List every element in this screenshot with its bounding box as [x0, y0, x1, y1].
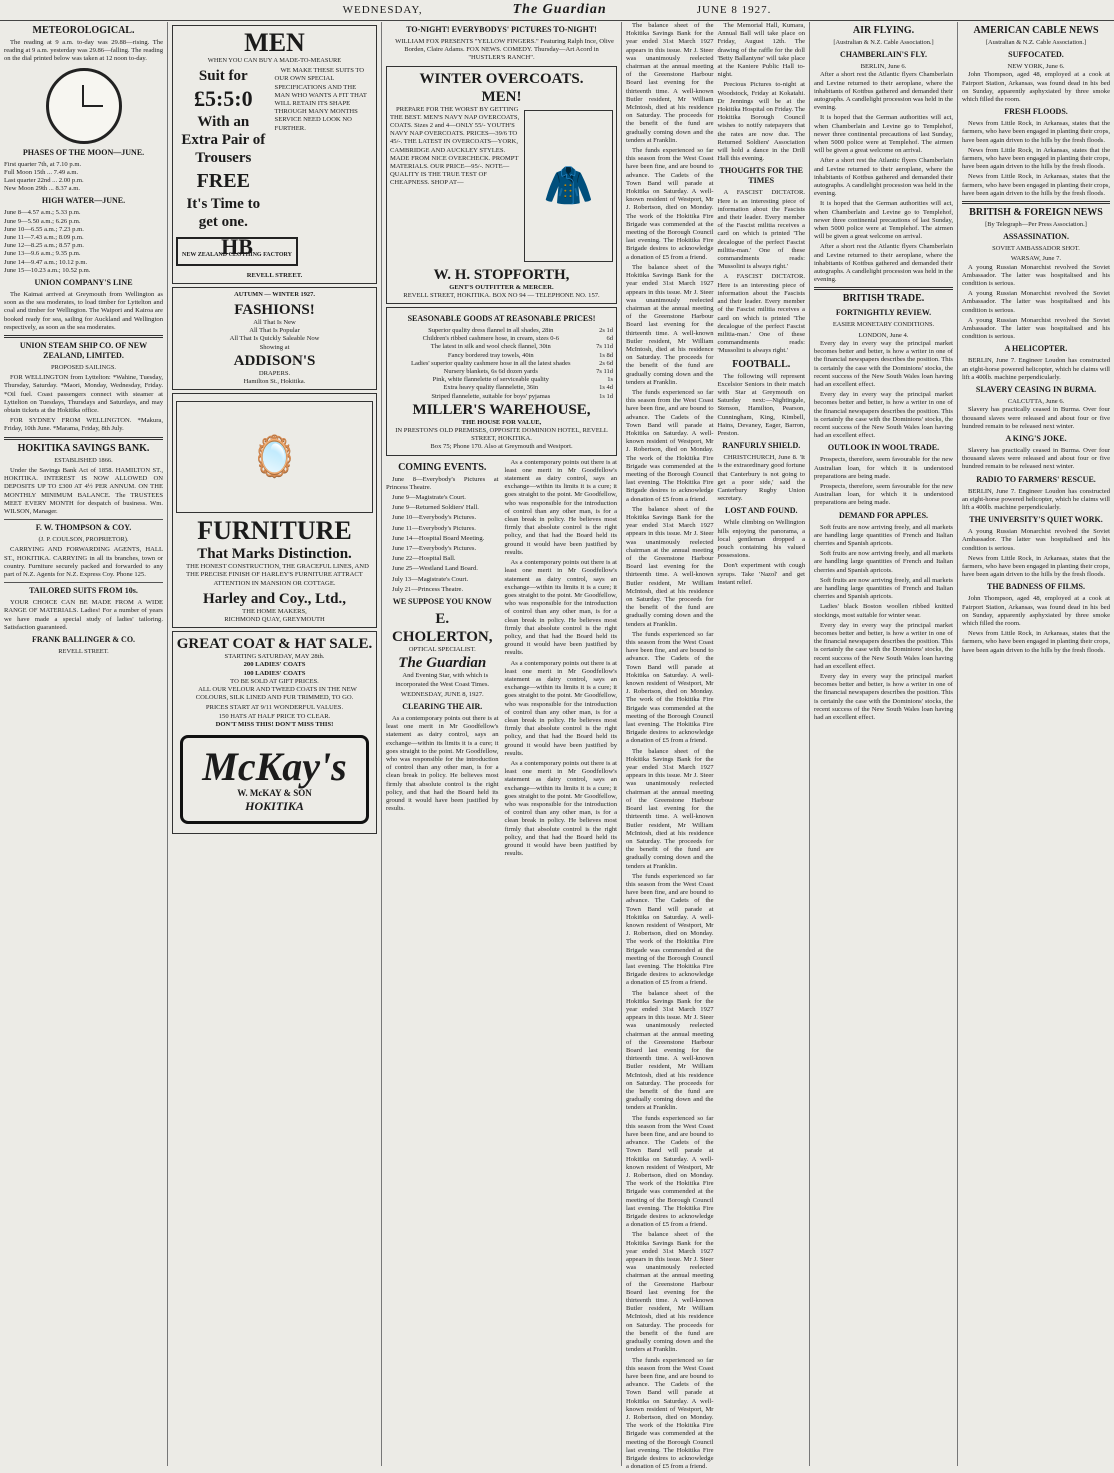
fashion-line: All That Is Quickly Saleable Now	[229, 335, 320, 343]
fashions-heading: FASHIONS!	[234, 302, 315, 319]
winter-heading: WINTER OVERCOATS.	[419, 70, 584, 87]
stopforth-sub: GENT'S OUTFITTER & MERCER.	[449, 283, 554, 291]
seasonable-ad	[386, 307, 617, 456]
millers-phone: Box 75; Phone 170. Also at Greymouth and Westport.	[430, 443, 573, 451]
cholerton-name: E. CHOLERTON,	[392, 611, 493, 646]
local-news: The balance sheet of the Hokitika Savings Bank for the year ended 31st March 1927 appears in this issue. Mr J. Steer was unanimously reelected chairman at the annual meeting of the Greenstone Harbour Board last evening for the thirteenth time. A well-known Butler resident, Mr William McIntosh, died at his residence on Saturday. The proceeds for the benefit of the fund are gradually coming down and the tenders at Franklin.	[626, 989, 714, 1112]
tide-row: June 11—7.43 a.m.; 8.09 p.m.	[4, 234, 84, 242]
event-item: June 14—Hospital Board Meeting.	[392, 534, 485, 542]
thompson-sub: (J. P. COULSON, PROPRIETOR).	[38, 536, 129, 544]
goods-row: Extra heavy quality flannelette, 36in 1s 4d	[443, 384, 613, 392]
thoughts-text: A FASCIST DICTATOR. Here is an interesting piece of information about the Fascists and their leader. Every member of the Fascist militia receives a card on which is printed 'The decalogue of the perfect Fascist militia-man.' One of these commandments reads: 'Mussolini is always right.'	[717, 273, 805, 355]
apples-text: Soft fruits are now arriving freely, and all markets are handling large quantities of French and Italian cherries and Spanish apricots.	[814, 550, 953, 574]
column-2	[168, 22, 382, 1466]
thoughts-heading: THOUGHTS FOR THE TIMES	[719, 166, 803, 186]
event-item: June 22—Hospital Ball.	[392, 555, 456, 563]
local-news: The funds experienced so far this season from the West Coast have been fine, and are bound to advance. The Cadets of the Town Band will parade at Hokitika on Saturday. A well-known resident of Westport, Mr J. Robertson, died on Monday. The work of the Hokitika Fire Brigade was commended at the meeting of the Borough Council last evening. The Hokitika Fire Brigade desires to acknowledge a donation of £5 from a friend.	[626, 1114, 714, 1229]
moon-list	[4, 161, 163, 194]
mckay-town: HOKITIKA	[245, 799, 304, 814]
coats-line: 200 LADIES' COATS	[243, 661, 306, 669]
moon-heading: PHASES OF THE MOON—JUNE.	[22, 147, 145, 157]
union-heading: UNION COMPANY'S LINE	[34, 278, 133, 288]
dresser-illustration-icon: 🪞	[176, 401, 373, 513]
event-item: June 9—Returned Soldiers' Hall.	[392, 504, 479, 512]
coming-events-heading: COMING EVENTS.	[398, 461, 487, 473]
sydney-text: FOR SYDNEY FROM WELLINGTON. *Makura, Friday, 10th June. *Marama, Friday, 8th July.	[4, 417, 163, 433]
showing-at: Showing at	[259, 343, 290, 351]
union-text: The Kaimai arrived at Greymouth from Wellington as soon as the sea moderates, to load timber for Lyttelton and coal and timber for Wellington. The Waipori and Kairoa are booked ready for sea, sailing for Auckland and Wellington respectively, as soon as the sea moderates.	[4, 291, 163, 331]
tide-row: June 8—4.57 a.m.; 5.33 p.m.	[4, 209, 81, 217]
chamberlain-heading: CHAMBERLAIN'S FLY.	[840, 50, 927, 60]
air-sub: [Australian & N.Z. Cable Association.]	[833, 39, 934, 46]
university-heading: THE UNIVERSITY'S QUIET WORK.	[969, 515, 1103, 525]
london-dateline: LONDON, June 4.	[858, 331, 909, 339]
addison-location: Hamilton St., Hokitika.	[243, 378, 306, 386]
british-trade-heading: BRITISH TRADE.	[842, 293, 925, 305]
fashion-line: All That Is New	[253, 319, 296, 327]
trade-text: Every day in every way the principal market becomes better and better, is how a writer in one of the financial newspapers describes the position. This is certainly the case with the Dominions' stocks, the recent success of the New South Wales loan having had an excellent effect.	[814, 339, 953, 388]
trade-text: Every day in every way the principal market becomes better and better, is how a writer in one of the financial newspapers describes the position. This is certainly the case with the Dominions' stocks, the recent success of the New South Wales loan having had an excellent effect.	[814, 391, 953, 440]
clearing-heading: CLEARING THE AIR.	[402, 701, 483, 711]
calcutta-dateline: CALCUTTA, June 6.	[1007, 398, 1065, 406]
local-news: The balance sheet of the Hokitika Savings Bank for the year ended 31st March 1927 appears in this issue. Mr J. Steer was unanimously reelected chairman at the annual meeting of the Greenstone Harbour Board last evening for the thirteenth time. A well-known Butler resident, Mr William McIntosh, died at his residence on Saturday. The proceeds for the benefit of the fund are gradually coming down and the tenders at Franklin.	[626, 22, 714, 144]
suit-price: £5:5:0	[193, 86, 253, 112]
event-item: June 25—Westland Land Board.	[392, 565, 478, 573]
addison-name: ADDISON'S	[233, 352, 316, 369]
ballinger-address: REVELL STREET.	[58, 647, 109, 655]
guardian-heading: The Guardian	[398, 655, 487, 672]
guardian-date: WEDNESDAY, JUNE 8, 1927.	[400, 690, 484, 698]
millers-address: IN PRESTON'S OLD PREMISES, OPPOSITE DOMINION HOTEL, REVELL STREET, HOKITIKA.	[395, 427, 608, 443]
fresh-text: News from Little Rock, in Arkansas, states that the farmers, who have been engaged in planting their crops, have been again driven to the hills by the fresh floods.	[962, 630, 1110, 654]
usco-heading: UNION STEAM SHIP CO. OF NEW ZEALAND, LIMITED.	[19, 341, 148, 361]
savings-bank-heading: HOKITIKA SAVINGS BANK.	[17, 442, 150, 454]
editorial-text: As a contemporary points out there is at least one merit in Mr Goodfellow's statement as dairy control, says an exchange—within its limits it is a cure; it goes straight to the point. Mr Goodfellow, who was responsible for the introduction of control than any other man, is for a clean break in policy. He believes most firmly that absolute control is the right policy, and that had the Board held its ground it would have been justified by results.	[504, 458, 617, 556]
air-text: After a short rest the Atlantic flyers Chamberlain and Levine returned to their aeroplane, where the inhabitants of Kottbus gathered and demanded their autographs. A candlelight procession was held in the evening.	[814, 243, 953, 284]
barometer-dial-icon	[46, 68, 122, 144]
moon-row: New Moon 29th ... 8.37 a.m.	[4, 185, 81, 193]
berlin-dateline: BERLIN, June 6.	[860, 63, 907, 71]
goods-row: Fancy bordered tray towels, 40in 1s 8d	[447, 351, 613, 359]
event-item: July 21—Princess Theatre.	[392, 585, 464, 593]
air-text: It is hoped that the German authorities will act, when Chamberlain and Levine go to Templehof, newer three continental precautions of last Sunday, when 5000 police were at Templehof. The airmen will be given a great welcome on arrival.	[814, 200, 953, 241]
local-news: The balance sheet of the Hokitika Savings Bank for the year ended 31st March 1927 appears in this issue. Mr J. Steer was unanimously reelected chairman at the annual meeting of the Greenstone Harbour Board last evening for the thirteenth time. A well-known Butler resident, Mr William McIntosh, died at his residence on Saturday. The proceeds for the benefit of the fund are gradually coming down and the tenders at Franklin.	[626, 263, 714, 386]
overcoats-ad	[386, 66, 617, 304]
event-item: June 9—Magistrate's Court.	[392, 494, 466, 502]
fresh-text: News from Little Rock, in Arkansas, states that the farmers, who have been engaged in planting their crops, have been again driven to the hills by the fresh floods.	[962, 554, 1110, 579]
furniture-text: THE HONEST CONSTRUCTION, THE GRACEFUL LINES, AND THE PRECISE FINISH OF HARLEY'S FURNITURE ATTRACT ATTENTION IN MANSION OR COTTAGE.	[186, 563, 369, 587]
cholerton-sub: OPTICAL SPECIALIST.	[408, 646, 476, 654]
apples-text: Soft fruits are now arriving freely, and all markets are handling large quantities of French and Italian cherries and Spanish apricots.	[814, 576, 953, 601]
tide-row: June 12—8.25 a.m.; 8.57 p.m.	[4, 242, 84, 250]
fresh-text: News from Little Rock, in Arkansas, states that the farmers, who have been engaged in planting their crops, have been again driven to the hills by the fresh floods.	[962, 146, 1110, 171]
meteorological-heading: METEOROLOGICAL.	[32, 25, 135, 36]
warsaw-dateline: WARSAW, June 7.	[1010, 255, 1062, 263]
moon-row: First quarter 7th, at 7.10 p.m.	[4, 160, 82, 168]
stopforth-address: REVELL STREET, HOKITIKA. BOX NO 94 — TELEPHONE NO. 157.	[403, 291, 600, 299]
coat-sale-ad	[172, 631, 377, 834]
bf-heading: BRITISH & FOREIGN NEWS	[969, 207, 1103, 219]
prices-start: PRICES START AT 9/11 WONDERFUL VALUES.	[205, 704, 344, 712]
gift-prices: TO BE SOLD AT GIFT PRICES.	[230, 677, 319, 685]
ranfurly-text: CHRISTCHURCH, June 8. 'It is the extraordinary good fortune that Canterbury is not going to get a poor side,' said the Canterbury Rugby Union secretary.	[717, 454, 805, 503]
home-makers: THE HOME MAKERS,	[242, 607, 307, 615]
seasonable-heading: SEASONABLE GOODS AT REASONABLE PRICES!	[407, 314, 596, 324]
warsaw-text: A young Russian Monarchist revolved the Soviet Ambassador. The latter was hospitalised and his condition is serious.	[962, 263, 1110, 288]
goods-row: Nursery blankets, 6s 6d dozen yards 7s 11d	[443, 368, 613, 376]
goods-row: Striped flannelette, suitable for boys' pyjamas 1s 1d	[431, 392, 613, 400]
masthead-date: JUNE 8 1927.	[696, 4, 772, 16]
ladies-text: Ladies' black Boston woollen ribbed knitted stockings, most suitable for winter wear.	[814, 603, 953, 619]
hats-line: 150 HATS AT HALF PRICE TO CLEAR.	[218, 712, 331, 720]
ny-dateline: NEW YORK, June 6.	[1007, 63, 1065, 71]
millers-name: MILLER'S WAREHOUSE,	[412, 401, 591, 418]
meteorological-text: The reading at 9 a.m. to-day was 29.88—rising. The reading at 9 a.m. yesterday was 29.86—falling. The reading on the dial printed below was taken at 12 noon to-day.	[4, 39, 163, 63]
air-text: It is hoped that the German authorities will act, when Chamberlain and Levine go to Templehof, newer three continental precautions of last Sunday, when 5000 police were at Templehof. The airmen will be given a great welcome on arrival.	[814, 114, 953, 155]
outlook-text: Prospects, therefore, seem favourable for the new Australian loan, for which it is understood preparations are being made.	[814, 482, 953, 507]
assassination-heading: ASSASSINATION.	[1003, 232, 1069, 242]
we-suppose-heading: WE SUPPOSE YOU KNOW	[392, 597, 492, 607]
editorial-text: As a contemporary points out there is at least one merit in Mr Goodfellow's statement as dairy control, says an exchange—within its limits it is a cure; it goes straight to the point. Mr Goodfellow, who was responsible for the introduction of control than any other man, is for a clean break in policy. He believes most firmly that absolute control is the right policy, and that had the Board held its ground it would have been justified by results.	[504, 559, 617, 657]
soviet-heading: SOVIET AMBASSADOR SHOT.	[992, 245, 1080, 253]
cable-sub: [Australian & N.Z. Cable Association.]	[985, 39, 1087, 46]
mckay-logo	[180, 735, 369, 824]
overcoat-illustration-icon: 🧥	[524, 110, 613, 262]
usco-sub: PROPOSED SAILINGS.	[51, 364, 116, 372]
tide-row: June 9—5.50 a.m.; 6.26 p.m.	[4, 217, 81, 225]
tide-list	[4, 209, 163, 275]
men-heading: MEN	[244, 28, 305, 57]
men-text: WE MAKE THESE SUITS TO OUR OWN SPECIAL SPECIFICATIONS AND THE MAN WHO WANTS A FIT THAT WILL RETAIN ITS SHAPE THROUGH MANY MONTHS SERVICE NEED LOOK NO FURTHER.	[274, 67, 367, 132]
fresh-text: News from Little Rock, in Arkansas, states that the farmers, who have been engaged in planting their crops, have been again driven to the hills by the fresh floods.	[962, 120, 1110, 144]
slavery-text: Slavery has practically ceased in Burma. Over four thousand slaves were released and about four or five hundred remain to be released next winter.	[962, 446, 1110, 471]
easier-heading: EASIER MONETARY CONDITIONS.	[832, 321, 935, 329]
time-label: It's Time to get one.	[186, 196, 261, 231]
thompson-text: CARRYING AND FORWARDING AGENTS, HALL ST., HOKITIKA. CARRYING in all its branches, town or country. Furniture securely packed and forwarded to any part of N.Z. Agents for N.Z. Express Coy. Phone 125.	[4, 546, 163, 578]
men-sub: WHEN YOU CAN BUY A MADE-TO-MEASURE	[207, 57, 342, 64]
millers-sub: THE HOUSE FOR VALUE,	[461, 418, 542, 426]
winter-text: PREPARE FOR THE WORST BY GETTING THE BEST. MEN'S NAVY NAP OVERCOATS, COATS. Sizes 2 and 4—ONLY 55/- YOUTH'S NAVY NAP OVERCOATS. PRICES—39/6 TO 45/-. THE LATEST IN OVERCOATS—YORK, CAMBRIDGE AND AUCKLEY STYLES. MADE FROM NICE OVERCHECK. PROMPT MATERIALS. OUR PRICE—95/-. NOTE—QUALITY IS THE TRUE TEST OF CHEAPNESS. SHOP AT—	[390, 105, 520, 187]
suffocated-heading: SUFFOCATED.	[1008, 50, 1064, 60]
radio-heading: RADIO TO FARMERS' RESCUE.	[976, 474, 1096, 484]
thompson-heading: F. W. THOMPSON & COY.	[35, 523, 132, 533]
local-news: The balance sheet of the Hokitika Savings Bank for the year ended 31st March 1927 appears in this issue. Mr J. Steer was unanimously reelected chairman at the annual meeting of the Greenstone Harbour Board last evening for the thirteenth time. A well-known Butler resident, Mr William McIntosh, died at his residence on Saturday. The proceeds for the benefit of the fund are gradually coming down and the tenders at Franklin.	[626, 747, 714, 870]
free-label: FREE	[196, 170, 250, 193]
fashion-line: All That Is Popular	[249, 327, 300, 335]
mckay-wordmark: McKay's	[202, 744, 347, 790]
kings-heading: A KING'S JOKE.	[1005, 433, 1067, 443]
ranfurly-heading: RANFURLY SHIELD.	[722, 441, 801, 451]
helicopter-text: BERLIN, June 7. Engineer Loudon has constructed an eight-horse powered helicopter, which he claims will lift a 400lb. machine perpendicularly.	[962, 487, 1110, 511]
with-an: With an	[197, 114, 250, 131]
air-text: After a short rest the Atlantic flyers Chamberlain and Levine returned to their aeroplane, where the inhabitants of Kottbus gathered and demanded their autographs. A candlelight procession was held in the evening.	[814, 71, 953, 112]
velour-text: ALL OUR VELOUR AND TWEED COATS IN THE NEW COLOURS, SILK LINED AND FUR TRIMMED, TO GO.	[195, 686, 357, 702]
local-news: The funds experienced so far this season from the West Coast have been fine, and are bound to advance. The Cadets of the Town Band will parade at Hokitika on Saturday. A well-known resident of Westport, Mr J. Robertson, died on Monday. The work of the Hokitika Fire Brigade was commended at the meeting of the Borough Council last evening. The Hokitika Fire Brigade desires to acknowledge a donation of £5 from a friend.	[626, 630, 714, 745]
memorial-text: Precious Pictures to-night at Woodstock, Friday at Kokatahi. Dr Jennings will be at the Hokitika Hospital on Friday. The Hokitika Borough Council wishes to notify ratepayers that the rates are now due. The Returned Soldiers' Association will hold a dance in the Drill Hall this evening.	[717, 81, 805, 163]
slavery-text: Slavery has practically ceased in Burma. Over four thousand slaves were released and about four or five hundred remain to be released next winter.	[962, 406, 1110, 430]
air-heading: AIR FLYING.	[852, 25, 915, 36]
cable-heading: AMERICAN CABLE NEWS	[973, 25, 1099, 36]
autumn-label: AUTUMN — WINTER 1927.	[234, 290, 315, 298]
dont-neglect: Don't experiment with cough syrups. Take 'Nazol' and get instant relief.	[717, 562, 805, 586]
outlook-text: Prospects, therefore, seem favourable for the new Australian loan, for which it is understood preparations are being made.	[814, 456, 953, 480]
furniture-heading: FURNITURE	[197, 516, 352, 546]
pictures-heading: TO-NIGHT! EVERYBODYS' PICTURES TO-NIGHT!	[406, 25, 597, 34]
warsaw-text: A young Russian Monarchist revolved the Soviet Ambassador. The latter was hospitalised and his condition is serious.	[962, 528, 1110, 552]
goods-row: The latest in silk and wool check flannel, 30in 7s 11d	[430, 343, 613, 351]
furniture-ad	[172, 393, 377, 628]
starting-date: STARTING SATURDAY, MAY 28th.	[224, 653, 325, 661]
tide-row: June 15—10.23 a.m.; 10.52 p.m.	[4, 266, 91, 274]
football-heading: FOOTBALL.	[732, 358, 791, 370]
bf-sub: [By Telegraph—Per Press Association.]	[985, 221, 1087, 229]
tide-row: June 10—6.55 a.m.; 7.23 p.m.	[4, 225, 84, 233]
drapers: DRAPERS.	[258, 369, 291, 377]
harley-address: RICHMOND QUAY, GREYMOUTH	[224, 616, 325, 624]
revell-street: REVELL STREET.	[246, 271, 303, 279]
pictures-text: WILLIAM FOX PRESENTS "YELLOW FINGERS." Featuring Ralph Ince, Olive Borden, Claire Adams. FOX NEWS. COMEDY. Thursday—Art Acord in "HUSTLER'S RANCH".	[395, 38, 614, 62]
event-item: June 10—Everybody's Pictures.	[392, 514, 477, 522]
editorial-text: As a contemporary points out there is at least one merit in Mr Goodfellow's statement as dairy control, says an exchange—within its limits it is a cure; it goes straight to the point. Mr Goodfellow, who was responsible for the introduction of control than any other man, is for a clean break in policy. He believes most firmly that absolute control is the right policy, and that had the Board held its ground it would have been justified by results.	[386, 714, 499, 813]
suffocated-text: John Thompson, aged 48, employed at a cook at Fairport Station, Arkansas, was found dead in his bed on Sunday, apparently asphyxiated by three smoke which filled the room.	[962, 71, 1110, 104]
local-news: The funds experienced so far this season from the West Coast have been fine, and are bound to advance. The Cadets of the Town Band will parade at Hokitika on Saturday. A well-known resident of Westport, Mr J. Robertson, died on Monday. The work of the Hokitika Fire Brigade was commended at the meeting of the Borough Council last evening. The Hokitika Fire Brigade desires to acknowledge a donation of £5 from a friend.	[626, 1356, 714, 1471]
goods-row: Pink, white flannelette of serviceable quality 1s	[432, 376, 613, 384]
trade-text: Every day in every way the principal market becomes better and better, is how a writer in one of the financial newspapers describes the position. This is certainly the case with the Dominions' stocks, the recent success of the New South Wales loan having had an excellent effect.	[814, 673, 953, 722]
helicopter-text: BERLIN, June 7. Engineer Loudon has constructed an eight-horse powered helicopter, which he claims will lift a 400lb. machine perpendicularly.	[962, 357, 1110, 381]
column-4	[622, 22, 810, 1471]
apples-heading: DEMAND FOR APPLES.	[838, 510, 929, 520]
greatcoat-heading: GREAT COAT & HAT SALE.	[176, 636, 373, 653]
usco-text: FOR WELLINGTON from Lyttelton: *Wahine, Tuesday, Thursday, Saturday. *Maori, Monday, Wednesday, Friday. *Oil fuel. Coast passengers connect with steamer at Lyttelton on Tuesdays, Thursdays and Saturdays, and may obtain tickets at the Hokitika office.	[4, 374, 163, 415]
column-3	[382, 22, 622, 1466]
distinction-heading: That Marks Distinction.	[197, 546, 352, 563]
badness-heading: THE BADNESS OF FILMS.	[987, 582, 1085, 592]
dont-miss: DON'T MISS THIS! DON'T MISS THIS!	[215, 720, 334, 728]
extra-pair: Extra Pair of Trousers	[181, 132, 266, 167]
event-item: June 17—Everybody's Pictures.	[392, 545, 477, 553]
goods-row: Children's ribbed cashmere hose, in cream, sizes 0-6 6d	[422, 335, 613, 343]
event-item: July 13—Magistrate's Court.	[392, 575, 469, 583]
masthead-title: The Guardian	[512, 2, 607, 17]
memorial-text: The Memorial Hall, Kumara, Annual Ball will take place on Friday, August 12th. The drawing of the raffle for the doll 'Betty Ballantyne' will take place at the Kaniere Public Hall to-night.	[717, 22, 805, 79]
savings-bank-established: ESTABLISHED 1866.	[54, 456, 113, 464]
harley-name: Harley and Coy., Ltd.,	[203, 590, 346, 607]
moon-row: Full Moon 15th ... 7.49 a.m.	[4, 168, 79, 176]
suit-for: Suit for	[198, 68, 248, 85]
event-item: June 11—Everybody's Pictures.	[392, 524, 476, 532]
local-news: The funds experienced so far this season from the West Coast have been fine, and are bound to advance. The Cadets of the Town Band will parade at Hokitika on Saturday. A well-known resident of Westport, Mr J. Robertson, died on Monday. The work of the Hokitika Fire Brigade was commended at the meeting of the Borough Council last evening. The Hokitika Fire Brigade desires to acknowledge a donation of £5 from a friend.	[626, 388, 714, 503]
column-6	[958, 22, 1114, 1466]
column-5	[810, 22, 958, 1466]
tailored-heading: TAILORED SUITS FROM 10s.	[29, 586, 138, 596]
local-news: The balance sheet of the Hokitika Savings Bank for the year ended 31st March 1927 appears in this issue. Mr J. Steer was unanimously reelected chairman at the annual meeting of the Greenstone Harbour Board last evening for the thirteenth time. A well-known Butler resident, Mr William McIntosh, died at his residence on Saturday. The proceeds for the benefit of the fund are gradually coming down and the tenders at Franklin.	[626, 505, 714, 628]
trade-text: Every day in every way the principal market becomes better and better, is how a writer in one of the financial newspapers describes the position. This is certainly the case with the Dominions' stocks, the recent success of the New South Wales loan having had an excellent effect.	[814, 621, 953, 670]
column-1	[0, 22, 168, 1466]
editorial-text: As a contemporary points out there is at least one merit in Mr Goodfellow's statement as dairy control, says an exchange—within its limits it is a cure; it goes straight to the point. Mr Goodfellow, who was responsible for the introduction of control than any other man, is for a clean break in policy. He believes most firmly that absolute control is the right policy, and that had the Board held its ground it would have been justified by results.	[504, 659, 617, 757]
suffocated-text: John Thompson, aged 48, employed at a cook at Fairport Station, Arkansas, was found dead in his bed on Sunday, apparently asphyxiated by three smoke which filled the room.	[962, 595, 1110, 627]
warsaw-text: A young Russian Monarchist revolved the Soviet Ambassador. The latter was hospitalised and his condition is serious.	[962, 290, 1110, 314]
moon-row: Last quarter 22nd ... 2.00 p.m.	[4, 177, 84, 185]
tide-heading: HIGH WATER—JUNE.	[41, 196, 126, 206]
warsaw-text: A young Russian Monarchist revolved the Soviet Ambassador. The latter was hospitalised and his condition is serious.	[962, 316, 1110, 341]
goods-row: Superior quality dress flannel in all shades, 28in 2s 1d	[428, 327, 613, 335]
slavery-heading: SLAVERY CEASING IN BURMA.	[975, 385, 1097, 395]
apples-text: Soft fruits are now arriving freely, and all markets are handling large quantities of French and Italian cherries and Spanish apricots.	[814, 523, 953, 547]
masthead	[0, 0, 1114, 21]
goods-row: Ladies' superior quality cashmere hose in all the latest shades 2s 6d	[411, 359, 613, 367]
ballinger-name: FRANK BALLINGER & CO.	[31, 634, 136, 644]
savings-bank-text: Under the Savings Bank Act of 1858. HAMILTON ST., HOKITIKA. INTEREST IS NOW ALLOWED ON DEPOSITS UP TO £300 AT 4½ PER ANNUM. ON THE MONTHLY MINIMUM BALANCE. The TRUSTEES MEET EVERY MONTH for despatch of business. Wm. WILSON, Manager.	[4, 466, 163, 515]
fresh-heading: FRESH FLOODS.	[1004, 107, 1068, 117]
goods-table	[390, 327, 613, 401]
fashions-ad	[172, 287, 377, 390]
outlook-heading: OUTLOOK IN WOOL TRADE.	[827, 443, 940, 453]
men-suit-ad	[172, 25, 377, 284]
hb-mark: HB	[221, 234, 253, 260]
thoughts-text: A FASCIST DICTATOR. Here is an interesting piece of information about the Fascists and their leader. Every member of the Fascist militia receives a card on which is printed 'The decalogue of the perfect Fascist militia-man.' One of these commandments reads: 'Mussolini is always right.'	[717, 189, 805, 271]
local-news: The funds experienced so far this season from the West Coast have been fine, and are bound to advance. The Cadets of the Town Band will parade at Hokitika on Saturday. A well-known resident of Westport, Mr J. Robertson, died on Monday. The work of the Hokitika Fire Brigade was commended at the meeting of the Borough Council last evening. The Hokitika Fire Brigade desires to acknowledge a donation of £5 from a friend.	[626, 147, 714, 261]
fortnightly-heading: FORTNIGHTLY REVIEW.	[835, 308, 932, 318]
masthead-day: WEDNESDAY,	[342, 4, 423, 16]
coats-line: 100 LADIES' COATS	[243, 669, 306, 677]
stopforth-name: W. H. STOPFORTH,	[433, 266, 570, 283]
lost-text: While climbing on Wellington hills enjoying the panorama, a local gentleman dropped a pouch containing his valued possessions.	[717, 519, 805, 560]
helicopter-heading: A HELICOPTER.	[1004, 344, 1068, 354]
event-item: June 8—Everybody's Pictures at Princess Theatre.	[386, 475, 499, 491]
guardian-sub: And Evening Star, with which is incorporated the West Coast Times.	[395, 672, 490, 688]
football-text: The following will represent Excelsior Seniors in their match with Star at Greymouth on Saturday next:—Nightingale, Stenson, Hamilton, Pearson, Cunningham, King, Kimbell, Hains, Devaney, Eager, Barron, Preston.	[717, 372, 805, 437]
hb-sub: NEW ZEALAND CLOTHING FACTORY	[182, 252, 292, 259]
mckay-sub: W. McKAY & SON	[237, 788, 312, 799]
local-news: The funds experienced so far this season from the West Coast have been fine, and are bound to advance. The Cadets of the Town Band will parade at Hokitika on Saturday. A well-known resident of Westport, Mr J. Robertson, died on Monday. The work of the Hokitika Fire Brigade was commended at the meeting of the Borough Council last evening. The Hokitika Fire Brigade desires to acknowledge a donation of £5 from a friend.	[626, 872, 714, 987]
tide-row: June 14—9.47 a.m.; 10.12 p.m.	[4, 258, 88, 266]
tide-row: June 13—9.6 a.m.; 9.35 p.m.	[4, 250, 81, 258]
tailored-text: YOUR CHOICE CAN BE MADE FROM A WIDE RANGE OF MATERIALS. Ladies! For a number of years we have made a special study of ladies' tailoring. Satisfaction guaranteed.	[4, 599, 163, 631]
fresh-text: News from Little Rock, in Arkansas, states that the farmers, who have been engaged in planting their crops, have been again driven to the hills by the fresh floods.	[962, 173, 1110, 197]
air-text: After a short rest the Atlantic flyers Chamberlain and Levine returned to their aeroplane, where the inhabitants of Kottbus gathered and demanded their autographs. A candlelight procession was held in the evening.	[814, 157, 953, 198]
winter-sub: MEN!	[481, 88, 522, 105]
local-news: The balance sheet of the Hokitika Savings Bank for the year ended 31st March 1927 appears in this issue. Mr J. Steer was unanimously reelected chairman at the annual meeting of the Greenstone Harbour Board last evening for the thirteenth time. A well-known Butler resident, Mr William McIntosh, died at his residence on Saturday. The proceeds for the benefit of the fund are gradually coming down and the tenders at Franklin.	[626, 1231, 714, 1354]
lost-heading: LOST AND FOUND.	[724, 506, 798, 516]
editorial-text: As a contemporary points out there is at least one merit in Mr Goodfellow's statement as dairy control, says an exchange—within its limits it is a cure; it goes straight to the point. Mr Goodfellow, who was responsible for the introduction of control than any other man, is for a clean break in policy. He believes most firmly that absolute control is the right policy, and that had the Board held its ground it would have been justified by results.	[504, 759, 617, 858]
